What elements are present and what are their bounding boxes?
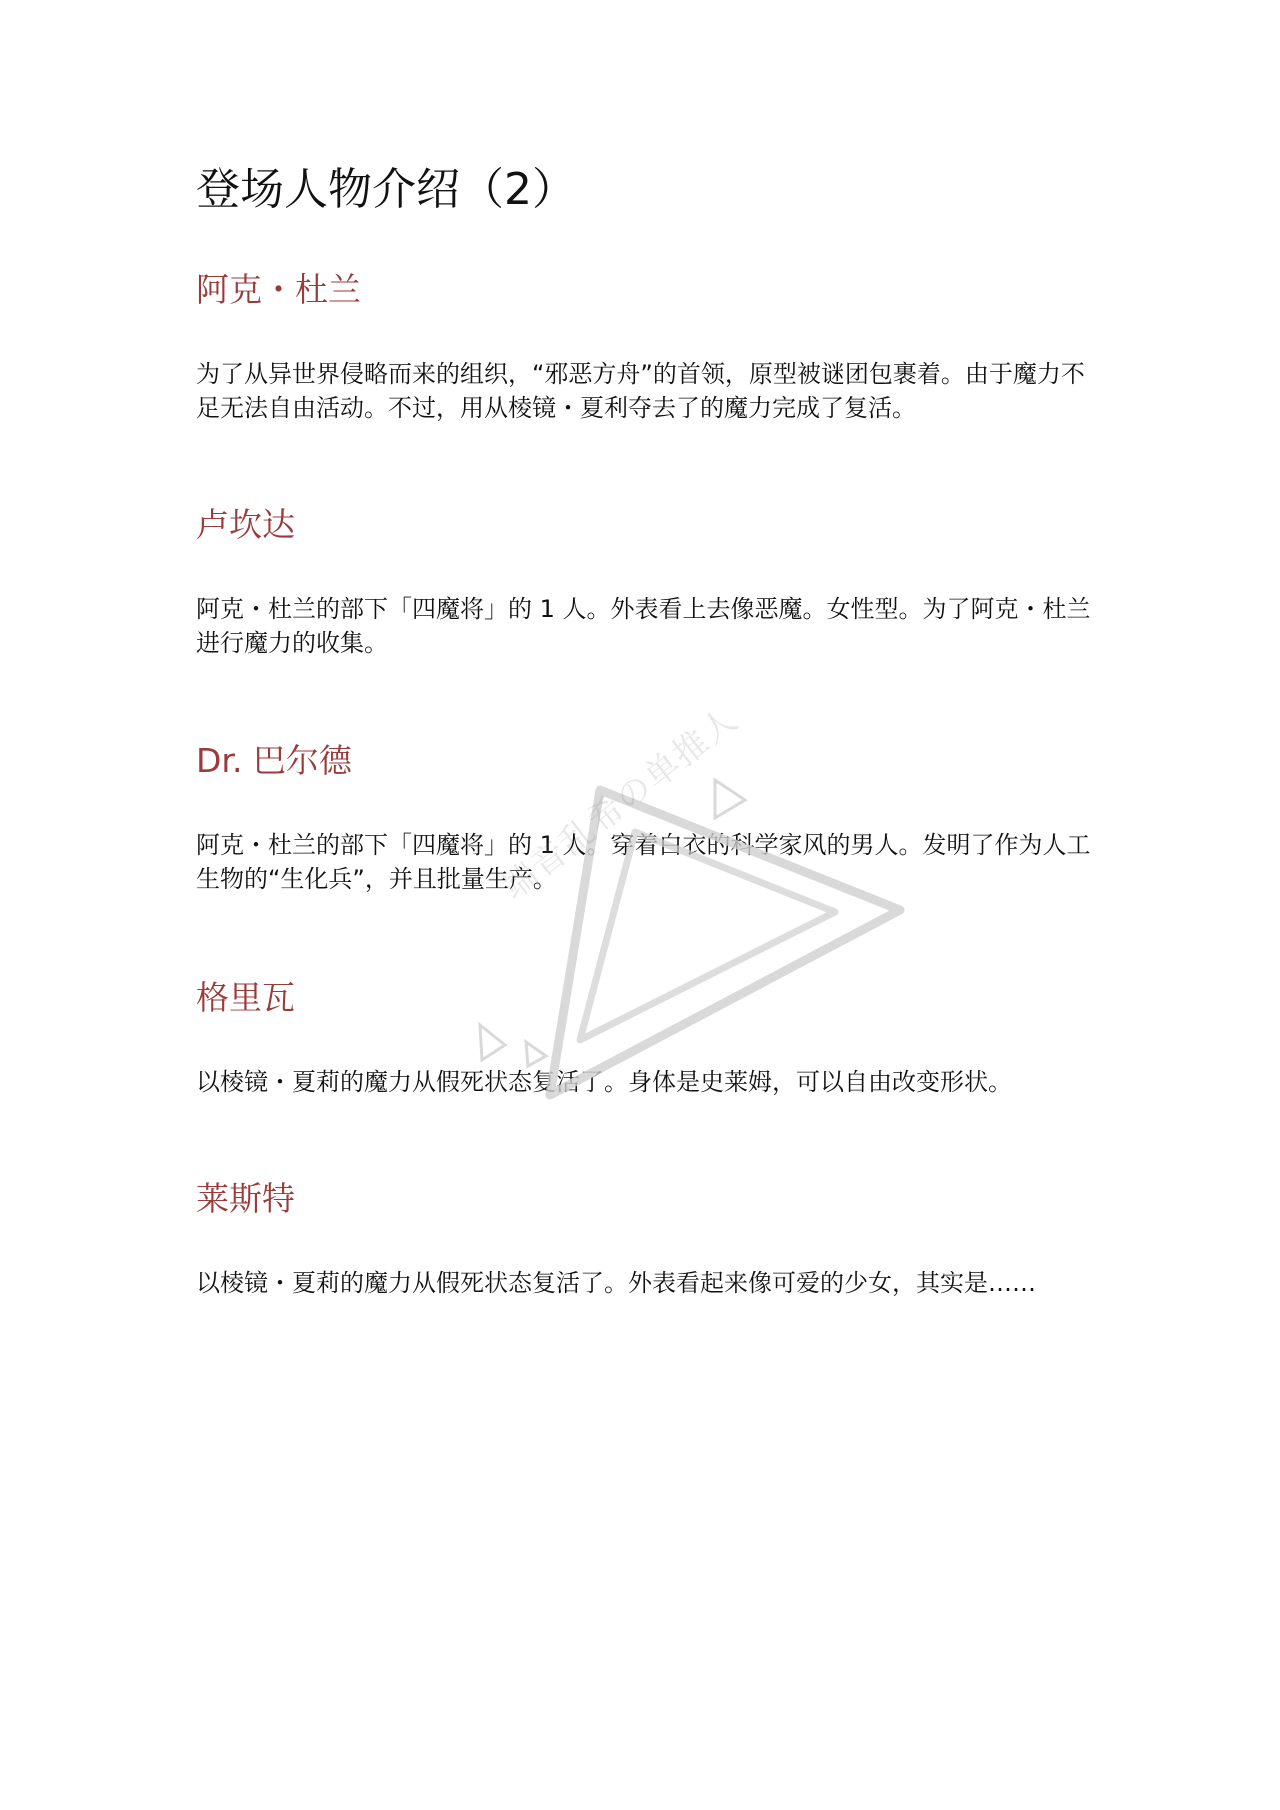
character-desc-dr-bald: 阿克・杜兰的部下「四魔将」的 1 人。穿着白衣的科学家风的男人。发明了作为人工生物的“生化兵”，并且批量生产。	[196, 831, 1091, 893]
page-title: 登场人物介绍（2）	[196, 164, 576, 215]
character-name-ak-duran: 阿克・杜兰	[196, 270, 361, 309]
watermark-text: 端音乱希の单推人	[494, 698, 747, 908]
character-desc-lester: 以棱镜・夏莉的魔力从假死状态复活了。外表看起来像可爱的少女，其实是……	[196, 1269, 1036, 1297]
character-name-griva: 格里瓦	[196, 978, 295, 1017]
character-name-dr-bald: Dr. 巴尔德	[196, 741, 352, 780]
character-desc-lukanda: 阿克・杜兰的部下「四魔将」的 1 人。外表看上去像恶魔。女性型。为了阿克・杜兰进行魔力的收集。	[196, 595, 1091, 657]
character-desc-griva: 以棱镜・夏莉的魔力从假死状态复活了。身体是史莱姆，可以自由改变形状。	[196, 1068, 1012, 1096]
character-name-lukanda: 卢坎达	[196, 505, 295, 544]
character-name-lester: 莱斯特	[196, 1179, 295, 1218]
character-desc-ak-duran: 为了从异世界侵略而来的组织，“邪恶方舟”的首领，原型被谜团包裹着。由于魔力不足无法自由活动。不过，用从棱镜・夏利夺去了的魔力完成了复活。	[196, 360, 1085, 422]
